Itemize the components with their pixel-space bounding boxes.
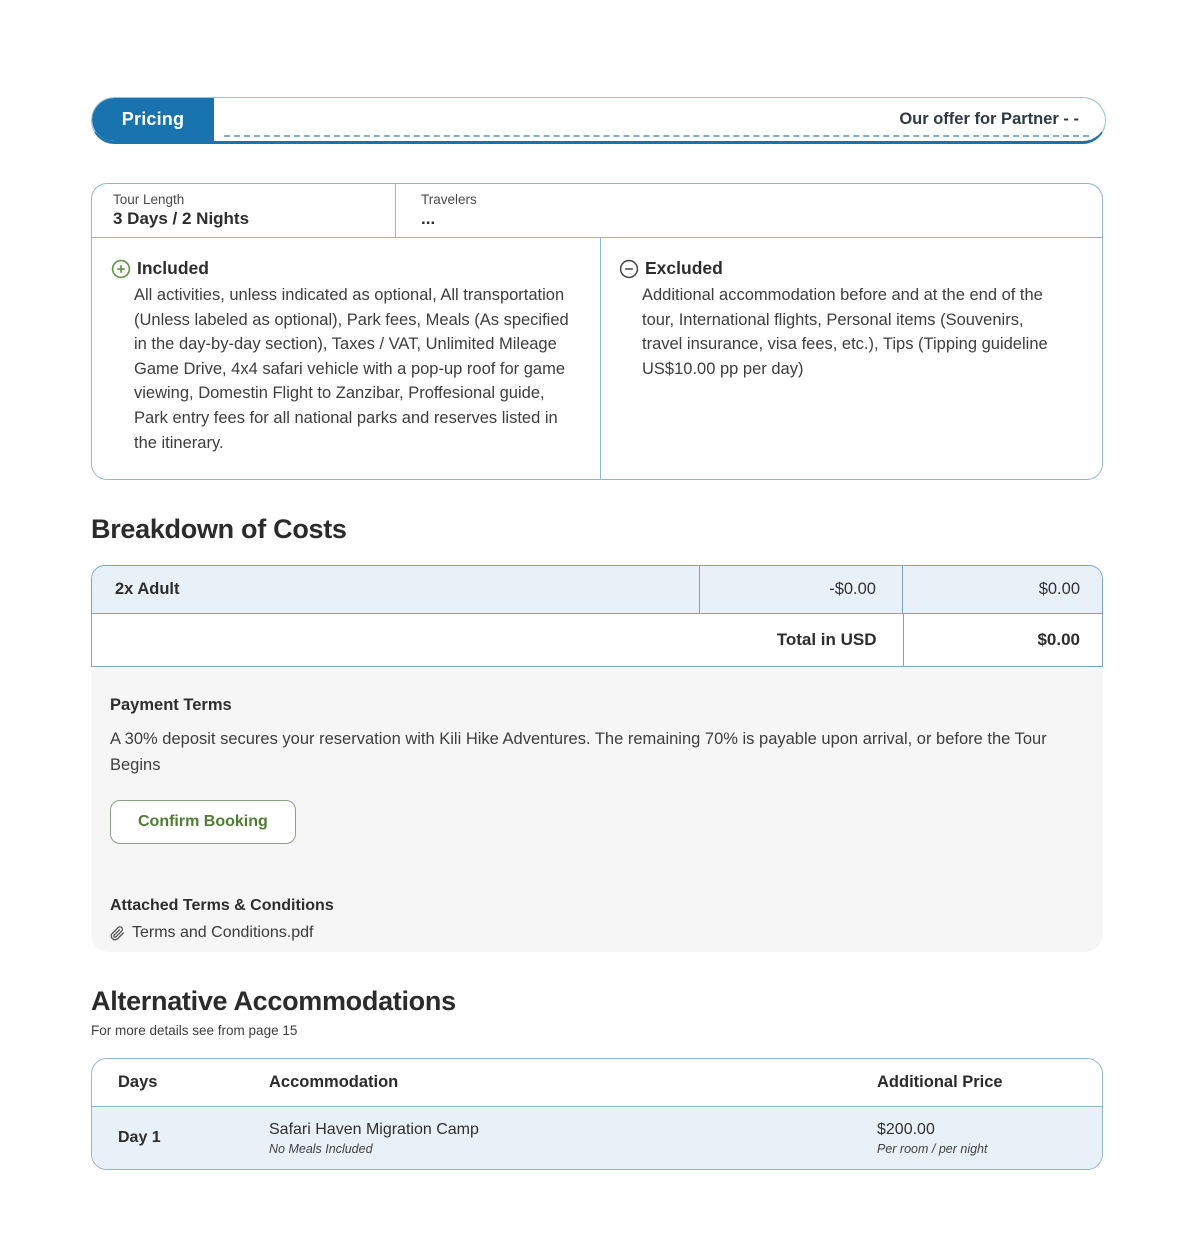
excluded-section xyxy=(601,238,1102,479)
confirm-booking-button[interactable]: Confirm Booking xyxy=(110,800,296,844)
tour-length-value: 3 Days / 2 Nights xyxy=(113,209,250,228)
tour-info-row xyxy=(91,183,1103,238)
total-label: Total in USD xyxy=(92,614,904,666)
cost-row-amount: $0.00 xyxy=(1038,580,1080,598)
payment-terms-text: A 30% deposit secures your reservation with Kili Hike Adventures. The remaining 70% is payable upon arrival, or before the Tour Begins xyxy=(110,730,1047,774)
tour-length-label: Tour Length xyxy=(113,192,185,207)
accommodations-table xyxy=(91,1058,1103,1170)
included-text: All activities, unless indicated as optional, All transportation (Unless labeled as optional), Park fees, Meals (As specified in the day-by-day section), Taxes / VAT, Unlimited Mileage Game Drive, 4x4 safari vehicle with a pop-up roof for game viewing, Domestin Flight to Zanzibar, Proffesional guide, Park entry fees for all national parks and reserves listed in the itinerary. xyxy=(134,286,569,452)
dashed-divider xyxy=(224,135,1089,137)
pricing-header-bar xyxy=(91,97,1106,144)
accommodation-price-cell xyxy=(877,1121,1102,1156)
accommodation-meals-note: No Meals Included xyxy=(269,1141,373,1156)
tab-pricing[interactable] xyxy=(92,98,214,141)
accommodations-heading: Alternative Accommodations xyxy=(91,986,456,1016)
cost-row-discount: -$0.00 xyxy=(700,566,903,613)
travelers-label: Travelers xyxy=(421,192,477,207)
total-value: $0.00 xyxy=(1037,630,1080,649)
terms-pdf-link[interactable] xyxy=(110,924,1081,942)
excluded-title: Excluded xyxy=(645,258,723,278)
included-excluded-panel xyxy=(91,238,1103,480)
cost-breakdown-card xyxy=(91,565,1103,952)
travelers-cell[interactable] xyxy=(396,184,1102,237)
accommodation-name-cell xyxy=(269,1121,877,1156)
included-title: Included xyxy=(137,258,209,278)
travelers-value: ... xyxy=(421,209,436,228)
table-row xyxy=(92,1107,1102,1169)
attached-terms-title: Attached Terms & Conditions xyxy=(110,897,334,914)
accommodation-name: Safari Haven Migration Camp xyxy=(269,1120,479,1138)
cost-table xyxy=(91,565,1103,667)
total-row xyxy=(92,614,1102,666)
column-header-days: Days xyxy=(118,1073,158,1091)
breakdown-heading: Breakdown of Costs xyxy=(91,514,347,544)
offer-for-partner-label: Our offer for Partner - - xyxy=(899,110,1079,128)
cost-row-label: 2x Adult xyxy=(92,566,700,613)
excluded-text: Additional accommodation before and at the end of the tour, International flights, Personal items (Souvenirs, travel insurance, visa fees, etc.), Tips (Tipping guideline US$10.00 pp per day) xyxy=(642,286,1048,378)
pricing-tab-label: Pricing xyxy=(121,109,185,129)
column-header-accommodation: Accommodation xyxy=(269,1073,399,1091)
terms-pdf-filename: Terms and Conditions.pdf xyxy=(132,924,314,941)
plus-circle-icon xyxy=(111,259,131,279)
accommodations-header-row xyxy=(92,1059,1102,1107)
tour-length-cell xyxy=(92,184,396,237)
accommodation-day: Day 1 xyxy=(118,1129,161,1146)
table-row xyxy=(92,566,1102,614)
accommodation-price: $200.00 xyxy=(877,1120,935,1138)
included-header xyxy=(111,258,580,279)
column-header-additional-price: Additional Price xyxy=(877,1073,1003,1091)
accommodation-price-note: Per room / per night xyxy=(877,1141,988,1156)
accommodations-subheading: For more details see from page 15 xyxy=(91,1023,298,1038)
minus-circle-icon xyxy=(619,259,639,279)
paperclip-icon xyxy=(110,926,125,941)
excluded-header xyxy=(619,258,1082,279)
payment-terms-panel xyxy=(91,667,1103,952)
included-section xyxy=(92,238,601,479)
payment-terms-title: Payment Terms xyxy=(110,696,232,714)
tour-summary-card xyxy=(91,183,1103,480)
